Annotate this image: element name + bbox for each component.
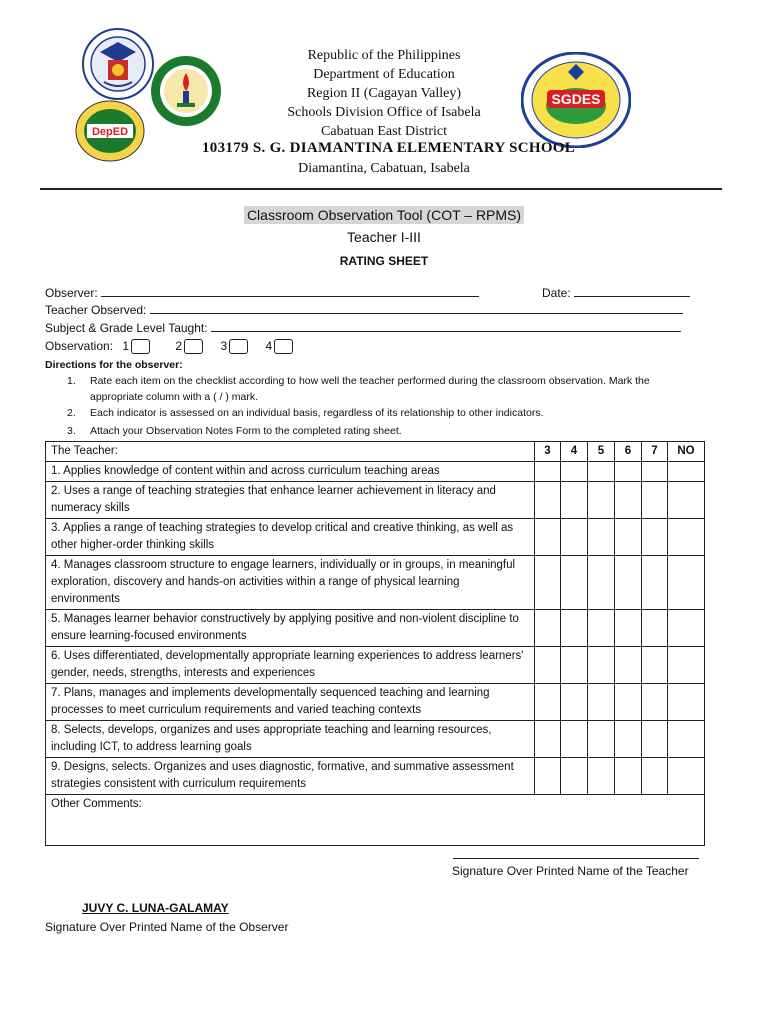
rating-cell[interactable] (615, 519, 642, 556)
subject-grade-label: Subject & Grade Level Taught: (45, 321, 208, 335)
rating-cell[interactable] (535, 647, 561, 684)
rating-cell[interactable] (642, 647, 668, 684)
directions-heading: Directions for the observer: (45, 359, 183, 371)
direction-3-number: 3. (67, 425, 76, 437)
observer-label: Observer: (45, 286, 98, 300)
indicator-6: 6. Uses differentiated, developmentally appropriate learning experiences to address learners' gender, needs, strengths, interests and experiences (46, 647, 535, 684)
table-row (46, 610, 705, 647)
header-line-region: Region II (Cagayan Valley) (306, 86, 462, 101)
rating-table (45, 441, 705, 846)
other-comments-field[interactable] (46, 795, 705, 846)
rating-cell[interactable] (535, 556, 561, 610)
rating-cell[interactable] (615, 647, 642, 684)
rating-cell[interactable] (668, 610, 705, 647)
rating-cell[interactable] (615, 721, 642, 758)
direction-2-text: Each indicator is assessed on an individual basis, regardless of its relationship to other indicators. (90, 407, 544, 419)
school-address: Diamantina, Cabatuan, Isabela (298, 161, 470, 176)
obs-checkbox-1[interactable] (131, 339, 150, 354)
header-line-district: Cabatuan East District (321, 124, 447, 139)
rating-cell[interactable] (642, 610, 668, 647)
obs-option-2-label: 2 (175, 339, 183, 353)
rating-cell[interactable] (668, 519, 705, 556)
rating-cell[interactable] (668, 647, 705, 684)
table-header-label: The Teacher: (46, 442, 535, 462)
indicator-4: 4. Manages classroom structure to engage learners, individually or in groups, in meaningful exploration, discovery and hands-on activities within a range of physical learning environments (46, 556, 535, 610)
direction-1-text: Rate each item on the checklist according to how well the teacher performed during the classroom observation. Mark the (90, 375, 650, 387)
observer-signature-caption: Signature Over Printed Name of the Observer (45, 920, 289, 934)
indicator-3: 3. Applies a range of teaching strategies to develop critical and creative thinking, as well as other higher-order thinking skills (46, 519, 535, 556)
obs-checkbox-3[interactable] (229, 339, 248, 354)
other-comments-label: Other Comments: (51, 798, 142, 810)
rating-cell[interactable] (535, 462, 561, 482)
rating-cell[interactable] (588, 462, 615, 482)
date-field (542, 284, 690, 301)
rating-cell[interactable] (535, 721, 561, 758)
rating-cell[interactable] (588, 758, 615, 795)
rating-cell[interactable] (561, 758, 588, 795)
rating-cell[interactable] (668, 684, 705, 721)
table-row (46, 519, 705, 556)
rating-cell[interactable] (668, 482, 705, 519)
direction-2-number: 2. (67, 407, 76, 419)
rating-cell[interactable] (668, 721, 705, 758)
rating-cell[interactable] (561, 556, 588, 610)
rating-cell[interactable] (668, 556, 705, 610)
table-row (46, 462, 705, 482)
rating-cell[interactable] (535, 482, 561, 519)
rating-cell[interactable] (535, 684, 561, 721)
teacher-level: Teacher I-III (347, 229, 421, 245)
table-row (46, 556, 705, 610)
direction-3-text: Attach your Observation Notes Form to the completed rating sheet. (90, 425, 402, 437)
observer-input-line[interactable] (101, 284, 479, 297)
table-row (46, 684, 705, 721)
indicator-8: 8. Selects, develops, organizes and uses appropriate teaching and learning resources, including ICT, to address learning goals (46, 721, 535, 758)
rating-cell[interactable] (642, 482, 668, 519)
subject-grade-input-line[interactable] (211, 319, 681, 332)
date-label: Date: (542, 286, 571, 300)
rating-cell[interactable] (642, 462, 668, 482)
header-line-republic: Republic of the Philippines (307, 48, 461, 63)
indicator-9: 9. Designs, selects. Organizes and uses diagnostic, formative, and summative assessment strategies consistent with curriculum requirements (46, 758, 535, 795)
date-input-line[interactable] (574, 284, 690, 297)
comments-row (46, 795, 705, 846)
observer-field (45, 284, 479, 301)
rating-sheet-title: RATING SHEET (339, 254, 429, 268)
obs-checkbox-4[interactable] (274, 339, 293, 354)
rating-cell[interactable] (561, 462, 588, 482)
header-line-department: Department of Education (313, 67, 455, 82)
obs-option-3-label: 3 (220, 339, 228, 353)
rating-cell[interactable] (615, 462, 642, 482)
column-header-4: 4 (561, 442, 588, 462)
subject-grade-field (45, 319, 681, 336)
tool-title: Classroom Observation Tool (COT – RPMS) (244, 206, 524, 224)
column-header-3: 3 (535, 442, 561, 462)
column-header-5: 5 (588, 442, 615, 462)
table-header-row (46, 442, 705, 462)
rating-cell[interactable] (642, 758, 668, 795)
rating-cell[interactable] (668, 758, 705, 795)
rating-cell[interactable] (561, 647, 588, 684)
rating-cell[interactable] (588, 482, 615, 519)
column-header-6: 6 (615, 442, 642, 462)
rating-cell[interactable] (588, 519, 615, 556)
teacher-signature-caption: Signature Over Printed Name of the Teacher (452, 864, 689, 878)
table-row (46, 647, 705, 684)
table-row (46, 758, 705, 795)
rating-cell[interactable] (561, 721, 588, 758)
column-header-no: NO (668, 442, 705, 462)
rating-cell[interactable] (535, 758, 561, 795)
rating-cell[interactable] (588, 647, 615, 684)
indicator-2: 2. Uses a range of teaching strategies that enhance learner achievement in literacy and numeracy skills (46, 482, 535, 519)
table-row (46, 482, 705, 519)
obs-option-1-label: 1 (122, 339, 130, 353)
header-divider (40, 188, 722, 190)
teacher-observed-field (45, 301, 683, 318)
rating-cell[interactable] (642, 684, 668, 721)
obs-option-4-label: 4 (265, 339, 273, 353)
rating-cell[interactable] (561, 482, 588, 519)
rating-cell[interactable] (615, 684, 642, 721)
rating-cell[interactable] (561, 519, 588, 556)
rating-cell[interactable] (642, 556, 668, 610)
rating-cell[interactable] (615, 758, 642, 795)
rating-cell[interactable] (588, 556, 615, 610)
rating-cell[interactable] (642, 721, 668, 758)
rating-cell[interactable] (588, 721, 615, 758)
rating-cell[interactable] (615, 610, 642, 647)
rating-cell[interactable] (535, 610, 561, 647)
rating-cell[interactable] (588, 684, 615, 721)
direction-1-continued: appropriate column with a ( / ) mark. (90, 391, 259, 403)
rating-cell[interactable] (615, 482, 642, 519)
rating-cell[interactable] (535, 519, 561, 556)
teacher-observed-input-line[interactable] (150, 301, 683, 314)
table-row (46, 721, 705, 758)
observation-field (45, 338, 293, 354)
obs-checkbox-2[interactable] (184, 339, 203, 354)
rating-cell[interactable] (561, 684, 588, 721)
teacher-signature-line[interactable] (453, 858, 699, 859)
rating-cell[interactable] (588, 610, 615, 647)
rating-cell[interactable] (642, 519, 668, 556)
rating-cell[interactable] (615, 556, 642, 610)
observer-name: JUVY C. LUNA-GALAMAY (82, 901, 229, 915)
rating-cell[interactable] (561, 610, 588, 647)
teacher-observed-label: Teacher Observed: (45, 303, 147, 317)
header-line-division: Schools Division Office of Isabela (287, 105, 481, 120)
rating-cell[interactable] (668, 462, 705, 482)
svg-text:SGDES: SGDES (551, 91, 601, 107)
direction-1-number: 1. (67, 375, 76, 387)
column-header-7: 7 (642, 442, 668, 462)
svg-text:DepED: DepED (91, 126, 129, 138)
indicator-1: 1. Applies knowledge of content within and across curriculum teaching areas (46, 462, 535, 482)
indicator-7: 7. Plans, manages and implements developmentally sequenced teaching and learning processes to meet curriculum requirements and varied teaching contexts (46, 684, 535, 721)
observation-label: Observation: (45, 339, 114, 353)
school-name: 103179 S. G. DIAMANTINA ELEMENTARY SCHOOL (202, 140, 576, 156)
indicator-5: 5. Manages learner behavior constructively by applying positive and non-violent discipline to ensure learning-focused environments (46, 610, 535, 647)
